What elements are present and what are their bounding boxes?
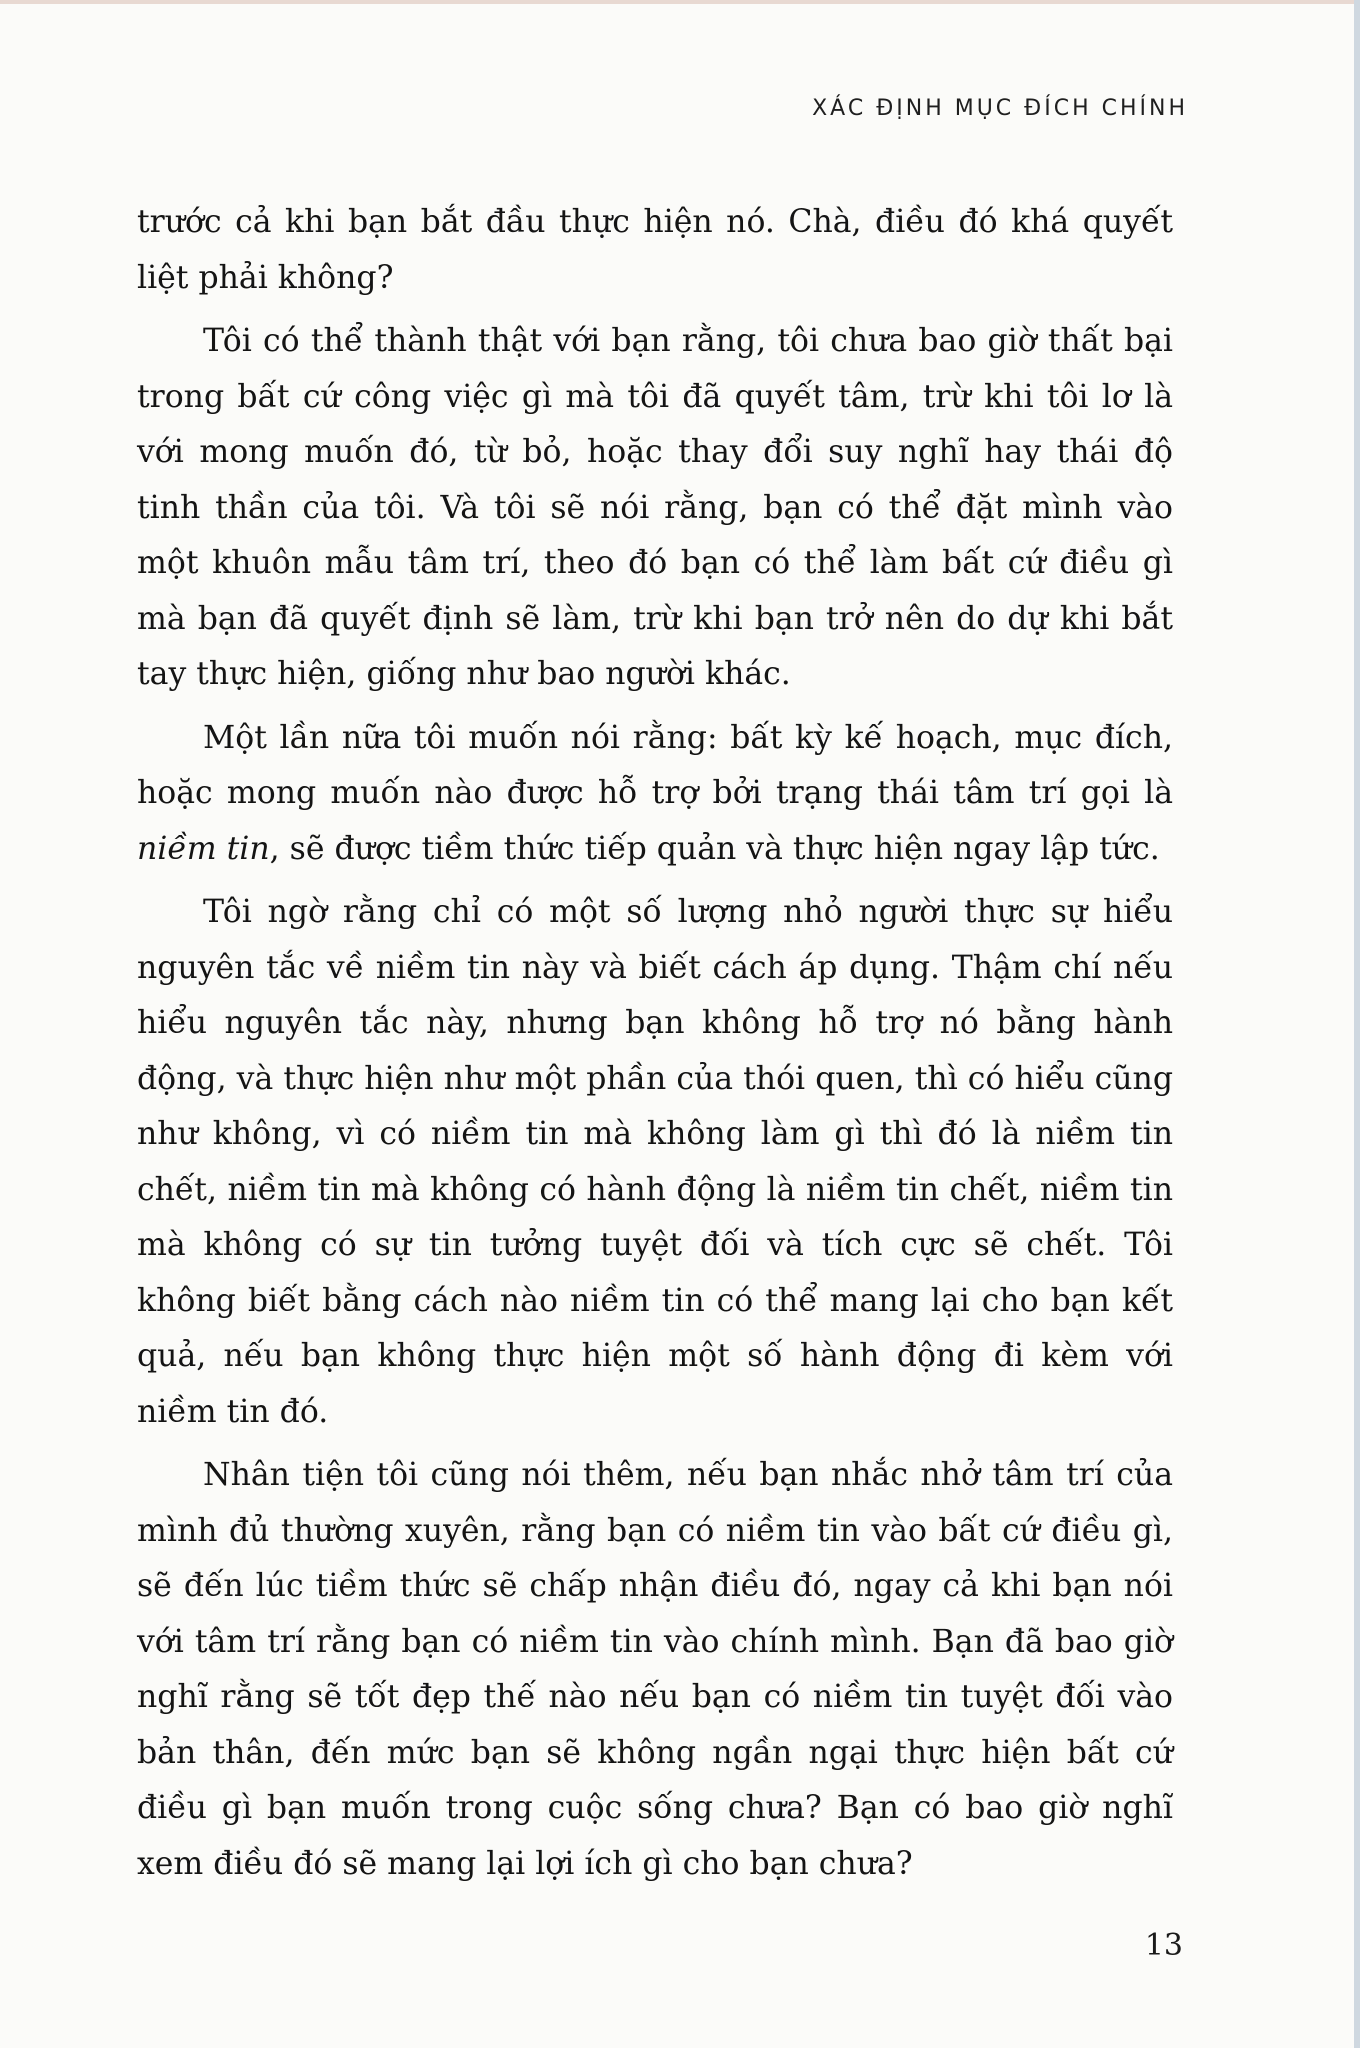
paragraph-3 (137, 711, 1173, 878)
page-top-edge (0, 0, 1360, 4)
body-text (137, 195, 1173, 1900)
paragraph-3-start: Một lần nữa tôi muốn nói rằng: bất kỳ kế hoạch, mục đích, hoặc mong muốn nào được hỗ trợ bởi trạng thái tâm trí gọi là (137, 719, 1173, 811)
paragraph-5: Nhân tiện tôi cũng nói thêm, nếu bạn nhắc nhở tâm trí của mình đủ thường xuyên, rằng bạn có niềm tin vào bất cứ điều gì, sẽ đến lúc tiềm thức sẽ chấp nhận điều đó, ngay cả khi bạn nói với tâm trí rằng bạn có niềm tin vào chính mình. Bạn đã bao giờ nghĩ rằng sẽ tốt đẹp thế nào nếu bạn có niềm tin tuyệt đối vào bản thân, đến mức bạn sẽ không ngần ngại thực hiện bất cứ điều gì bạn muốn trong cuộc sống chưa? Bạn có bao giờ nghĩ xem điều đó sẽ mang lại lợi ích gì cho bạn chưa? (137, 1457, 1173, 1882)
paragraph-1: trước cả khi bạn bắt đầu thực hiện nó. Chà, điều đó khá quyết liệt phải không? (137, 204, 1173, 296)
paragraph-4: Tôi ngờ rằng chỉ có một số lượng nhỏ người thực sự hiểu nguyên tắc về niềm tin này và biết cách áp dụng. Thậm chí nếu hiểu nguyên tắc này, nhưng bạn không hỗ trợ nó bằng hành động, và thực hiện như một phần của thói quen, thì có hiểu cũng như không, vì có niềm tin mà không làm gì thì đó là niềm tin chết, niềm tin mà không có hành động là niềm tin chết, niềm tin mà không có sự tin tưởng tuyệt đối và tích cực sẽ chết. Tôi không biết bằng cách nào niềm tin có thể mang lại cho bạn kết quả, nếu bạn không thực hiện một số hành động đi kèm với niềm tin đó. (137, 894, 1173, 1430)
page-right-edge (1354, 0, 1360, 2048)
paragraph-2: Tôi có thể thành thật với bạn rằng, tôi chưa bao giờ thất bại trong bất cứ công việc gì mà tôi đã quyết tâm, trừ khi tôi lơ là với mong muốn đó, từ bỏ, hoặc thay đổi suy nghĩ hay thái độ tinh thần của tôi. Và tôi sẽ nói rằng, bạn có thể đặt mình vào một khuôn mẫu tâm trí, theo đó bạn có thể làm bất cứ điều gì mà bạn đã quyết định sẽ làm, trừ khi bạn trở nên do dự khi bắt tay thực hiện, giống như bao người khác. (137, 323, 1173, 692)
paragraph-3-end: , sẽ được tiềm thức tiếp quản và thực hiện ngay lập tức. (269, 830, 1160, 867)
running-head: XÁC ĐỊNH MỤC ĐÍCH CHÍNH (812, 96, 1188, 121)
page-number: 13 (1144, 1928, 1183, 1963)
paragraph-3-emphasis: niềm tin (137, 830, 270, 867)
